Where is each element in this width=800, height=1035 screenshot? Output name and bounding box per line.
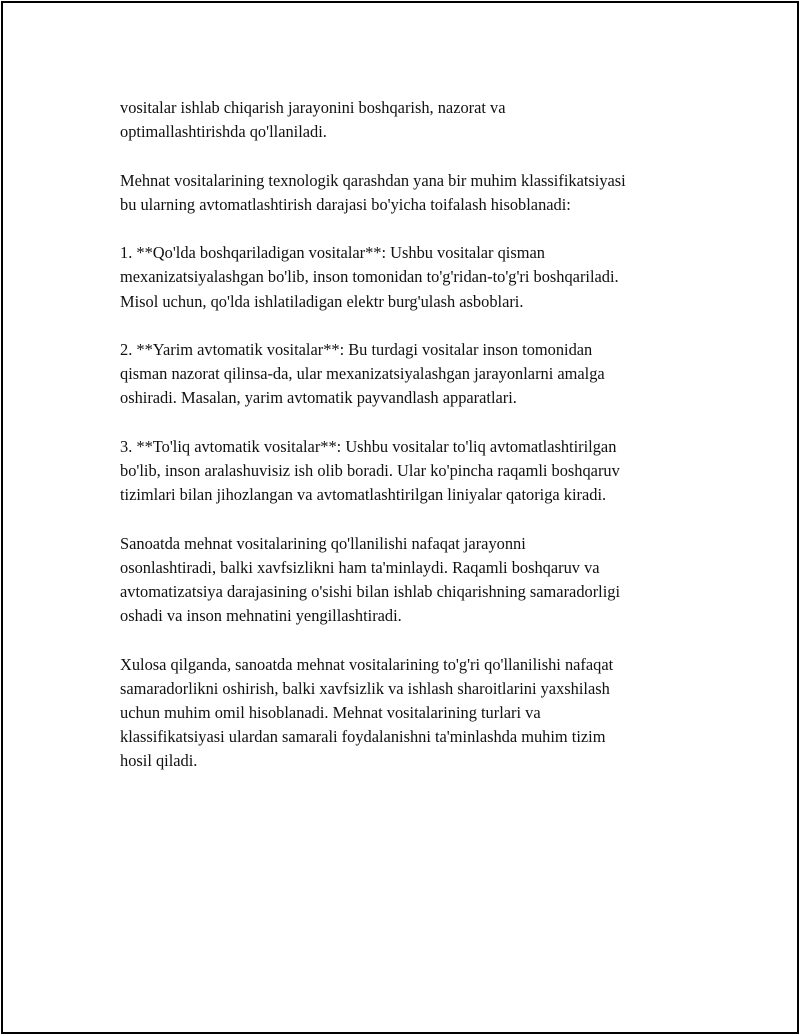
text-line: vositalar ishlab chiqarish jarayonini boshqarish, nazorat va [120,98,506,117]
text-line: 2. **Yarim avtomatik vositalar**: Bu turdagi vositalar inson tomonidan [120,339,593,359]
conclusion-paragraph [120,653,710,774]
text-line: oshadi va inson mehnatini yengillashtiradi. [120,606,402,626]
text-line: Sanoatda mehnat vositalarining qo'llanilishi nafaqat jarayonni [120,533,526,553]
document-body [120,96,710,774]
text-line: Mehnat vositalarining texnologik qarashdan yana bir muhim klassifikatsiyasi [120,170,626,190]
text-line: Misol uchun, qo'lda ishlatiladigan elektr burg'ulash asboblari. [120,291,524,311]
text-line: Xulosa qilganda, sanoatda mehnat vositalarining to'g'ri qo'llanilishi nafaqat [120,654,614,674]
list-item-2 [120,338,710,411]
list-item-3 [120,435,710,508]
text-line: 3. **To'liq avtomatik vositalar**: Ushbu vositalar to'liq avtomatlashtirilgan [120,436,617,456]
text-line: hosil qiladi. [120,751,198,771]
paragraph-2 [120,169,710,217]
text-line: bu ularning avtomatlashtirish darajasi bo'yicha toifalash hisoblanadi: [120,194,571,214]
list-item-1 [120,241,710,314]
document-page [1,1,799,1034]
text-line: klassifikatsiyasi ulardan samarali foydalanishni ta'minlashda muhim tizim [120,727,606,747]
text-line: bo'lib, inson aralashuvisiz ish olib boradi. Ular ko'pincha raqamli boshqaruv [120,460,620,480]
text-line: oshiradi. Masalan, yarim avtomatik payvandlash apparatlari. [120,388,517,408]
text-line: tizimlari bilan jihozlangan va avtomatlashtirilgan liniyalar qatoriga kiradi. [120,485,607,505]
paragraph-1 [120,96,710,144]
text-line: samaradorlikni oshirish, balki xavfsizlik va ishlash sharoitlarini yaxshilash [120,678,610,698]
text-line: qisman nazorat qilinsa-da, ular mexanizatsiyalashgan jarayonlarni amalga [120,364,605,384]
text-line: mexanizatsiyalashgan bo'lib, inson tomonidan to'g'ridan-to'g'ri boshqariladi. [120,267,619,287]
text-line: osonlashtiradi, balki xavfsizlikni ham ta'minlaydi. Raqamli boshqaruv va [120,557,600,577]
text-line: uchun muhim omil hisoblanadi. Mehnat vositalarining turlari va [120,702,541,722]
text-line: optimallashtirishda qo'llaniladi. [120,122,327,142]
text-line: 1. **Qo'lda boshqariladigan vositalar**: Ushbu vositalar qisman [120,243,545,263]
paragraph-6 [120,532,710,629]
text-line: avtomatizatsiya darajasining o'sishi bilan ishlab chiqarishning samaradorligi [120,581,621,601]
